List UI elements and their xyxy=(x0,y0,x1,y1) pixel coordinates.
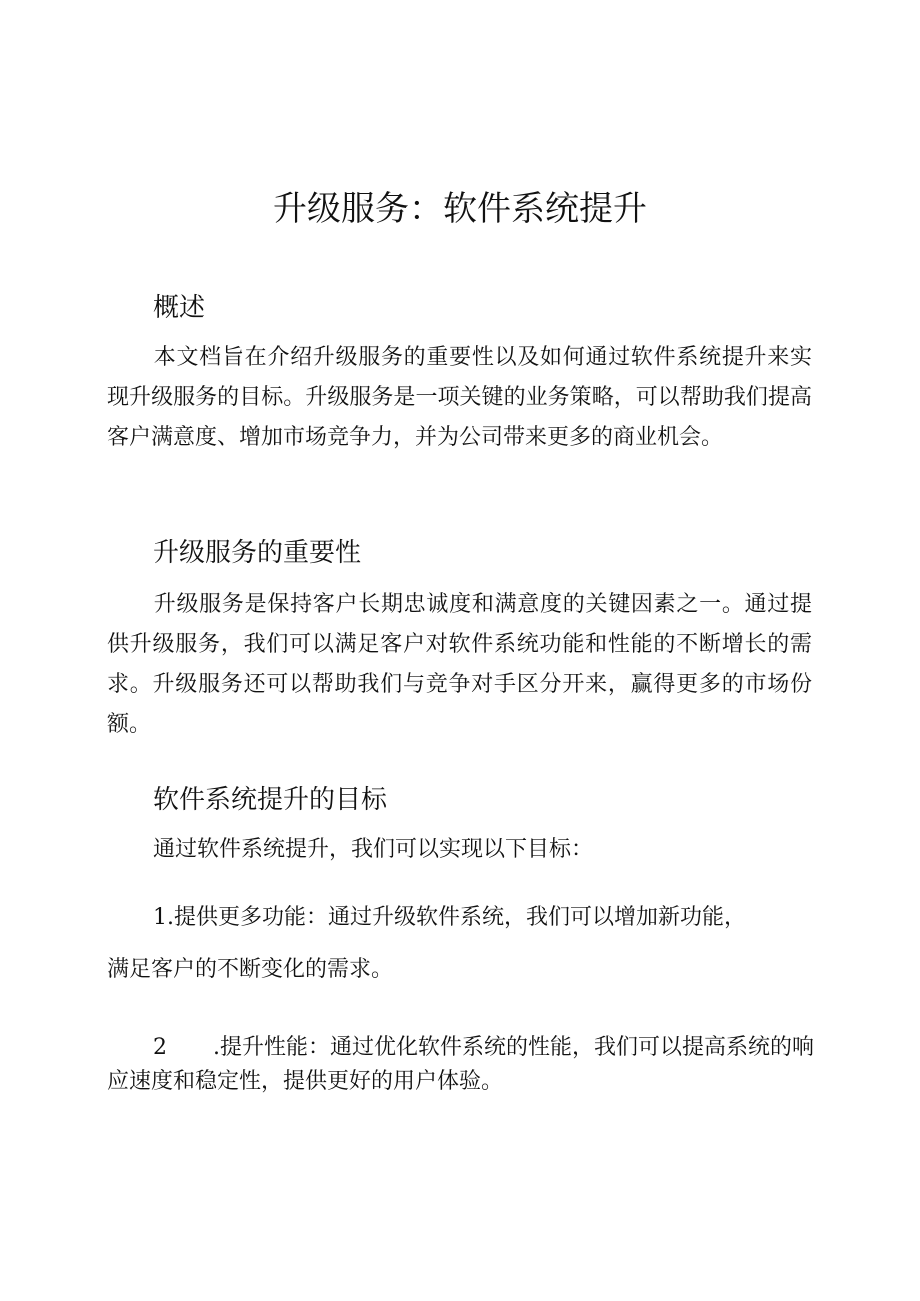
list-item-1-line-2: 满足客户的不断变化的需求。 xyxy=(107,957,394,982)
list-item-number: 2 xyxy=(153,1035,167,1060)
list-item-2-line-2: 应速度和稳定性，提供更好的用户体验。 xyxy=(107,1069,504,1094)
section-heading-goals: 软件系统提升的目标 xyxy=(153,785,388,815)
document-title: 升级服务：软件系统提升 xyxy=(273,189,647,229)
list-item-text: 提供更多功能：通过升级软件系统，我们可以增加新功能， xyxy=(174,905,747,930)
list-item-number: 1. xyxy=(153,905,174,930)
section-heading-importance: 升级服务的重要性 xyxy=(153,538,362,568)
goals-intro: 通过软件系统提升，我们可以实现以下目标： xyxy=(153,837,594,862)
paragraph-text: 升级服务是保持客户长期忠诚度和满意度的关键因素之一。通过提供升级服务，我们可以满足客户对软件系统功能和性能的不断增长的需求。升级服务还可以帮助我们与竞争对手区分开来，赢得更多的市场份额。 xyxy=(107,592,812,737)
section-paragraph-overview xyxy=(107,338,812,458)
list-item-text: .提升性能：通过优化软件系统的性能，我们可以提高系统的响 xyxy=(213,1035,814,1060)
paragraph-text: 本文档旨在介绍升级服务的重要性以及如何通过软件系统提升来实现升级服务的目标。升级服务是一项关键的业务策略，可以帮助我们提高客户满意度、增加市场竞争力，并为公司带来更多的商业机会。 xyxy=(107,345,812,450)
section-heading-overview: 概述 xyxy=(153,293,206,323)
section-paragraph-importance xyxy=(107,585,812,745)
list-item-1-line-1 xyxy=(153,898,746,938)
